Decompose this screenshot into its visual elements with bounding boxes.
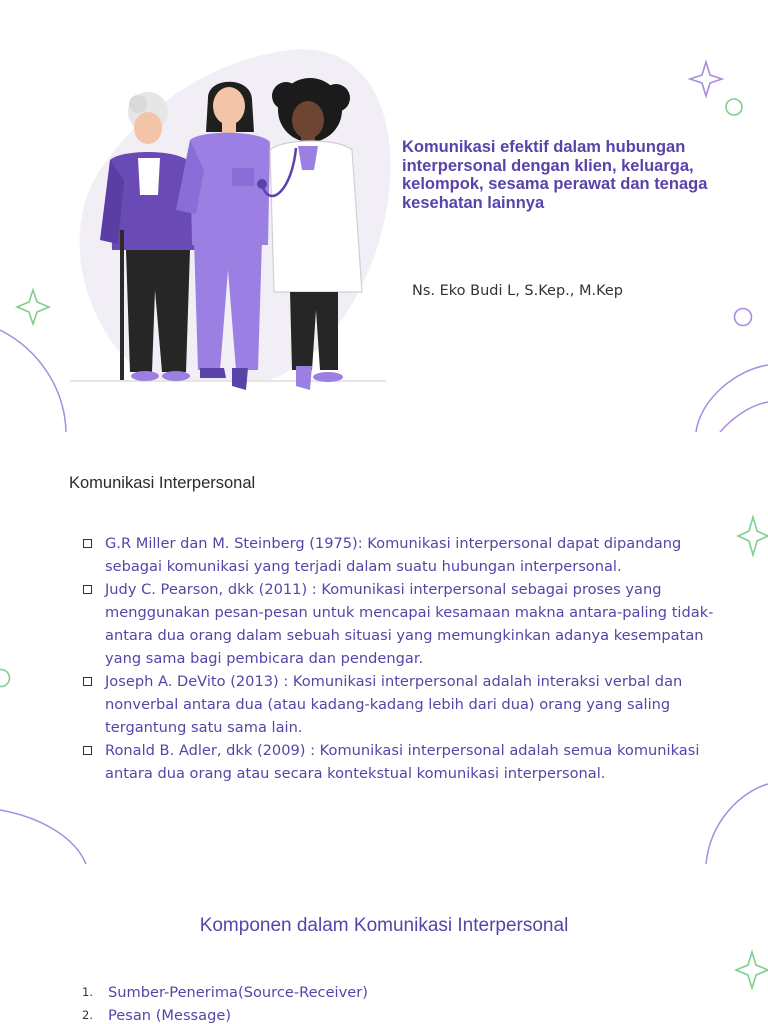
arc-decoration	[720, 402, 768, 432]
list-item	[82, 532, 722, 578]
list-item	[82, 670, 722, 739]
square-bullet-icon	[83, 539, 92, 548]
slide-title	[0, 0, 768, 432]
list-item	[82, 739, 722, 785]
slide1-decorations	[0, 0, 768, 432]
definition-text: Joseph A. DeVito (2013) : Komunikasi interpersonal adalah interaksi verbal dan nonverbal antara dua (atau kadang-kadang lebih dari dua) orang yang saling tergantung satu sama lain.	[105, 673, 683, 736]
arc-decoration	[706, 784, 768, 864]
square-bullet-icon	[83, 585, 92, 594]
section-heading: Komponen dalam Komunikasi Interpersonal	[199, 915, 569, 936]
author-name: Ns. Eko Budi L, S.Kep., M.Kep	[412, 283, 624, 299]
component-text: Sumber-Penerima(Source-Receiver)	[108, 984, 368, 1001]
slide-definitions	[0, 432, 768, 864]
sparkle-icon	[736, 952, 768, 988]
sparkle-icon	[738, 517, 768, 555]
arc-decoration	[696, 365, 768, 432]
square-bullet-icon	[83, 677, 92, 686]
list-item	[82, 578, 722, 670]
circle-icon	[726, 99, 742, 115]
definition-list	[82, 532, 722, 785]
slide-components	[0, 864, 768, 1024]
list-number: 1.	[82, 985, 93, 999]
component-list	[82, 981, 368, 1024]
circle-icon	[0, 670, 10, 687]
arc-decoration	[0, 330, 66, 432]
circle-icon	[735, 309, 752, 326]
definition-text: Judy C. Pearson, dkk (2011) : Komunikasi interpersonal sebagai proses yang menggunakan pesan-pesan untuk mencapai kesamaan makna antara-paling tidak-antara dua orang dalam sebuah situasi yang memungkinkan adanya kesempatan yang sama bagi pembicara dan pendengar.	[105, 581, 714, 667]
sparkle-icon	[690, 62, 722, 96]
list-item	[82, 1004, 368, 1024]
list-item	[82, 981, 368, 1004]
slide-title-text: Komunikasi efektif dalam hubungan interpersonal dengan klien, keluarga, kelompok, sesama perawat dan tenaga kesehatan lainnya	[402, 138, 708, 212]
section-heading: Komunikasi Interpersonal	[69, 474, 256, 492]
definition-text: Ronald B. Adler, dkk (2009) : Komunikasi interpersonal adalah semua komunikasi antara dua orang atau secara kontekstual komunikasi interpersonal.	[105, 742, 700, 782]
square-bullet-icon	[83, 746, 92, 755]
component-text: Pesan (Message)	[108, 1007, 232, 1024]
arc-decoration	[0, 810, 86, 864]
definition-text: G.R Miller dan M. Steinberg (1975): Komunikasi interpersonal dapat dipandang sebagai komunikasi yang terjadi dalam suatu hubungan interpersonal.	[105, 535, 682, 575]
sparkle-icon	[17, 290, 49, 324]
list-number: 2.	[82, 1008, 93, 1022]
